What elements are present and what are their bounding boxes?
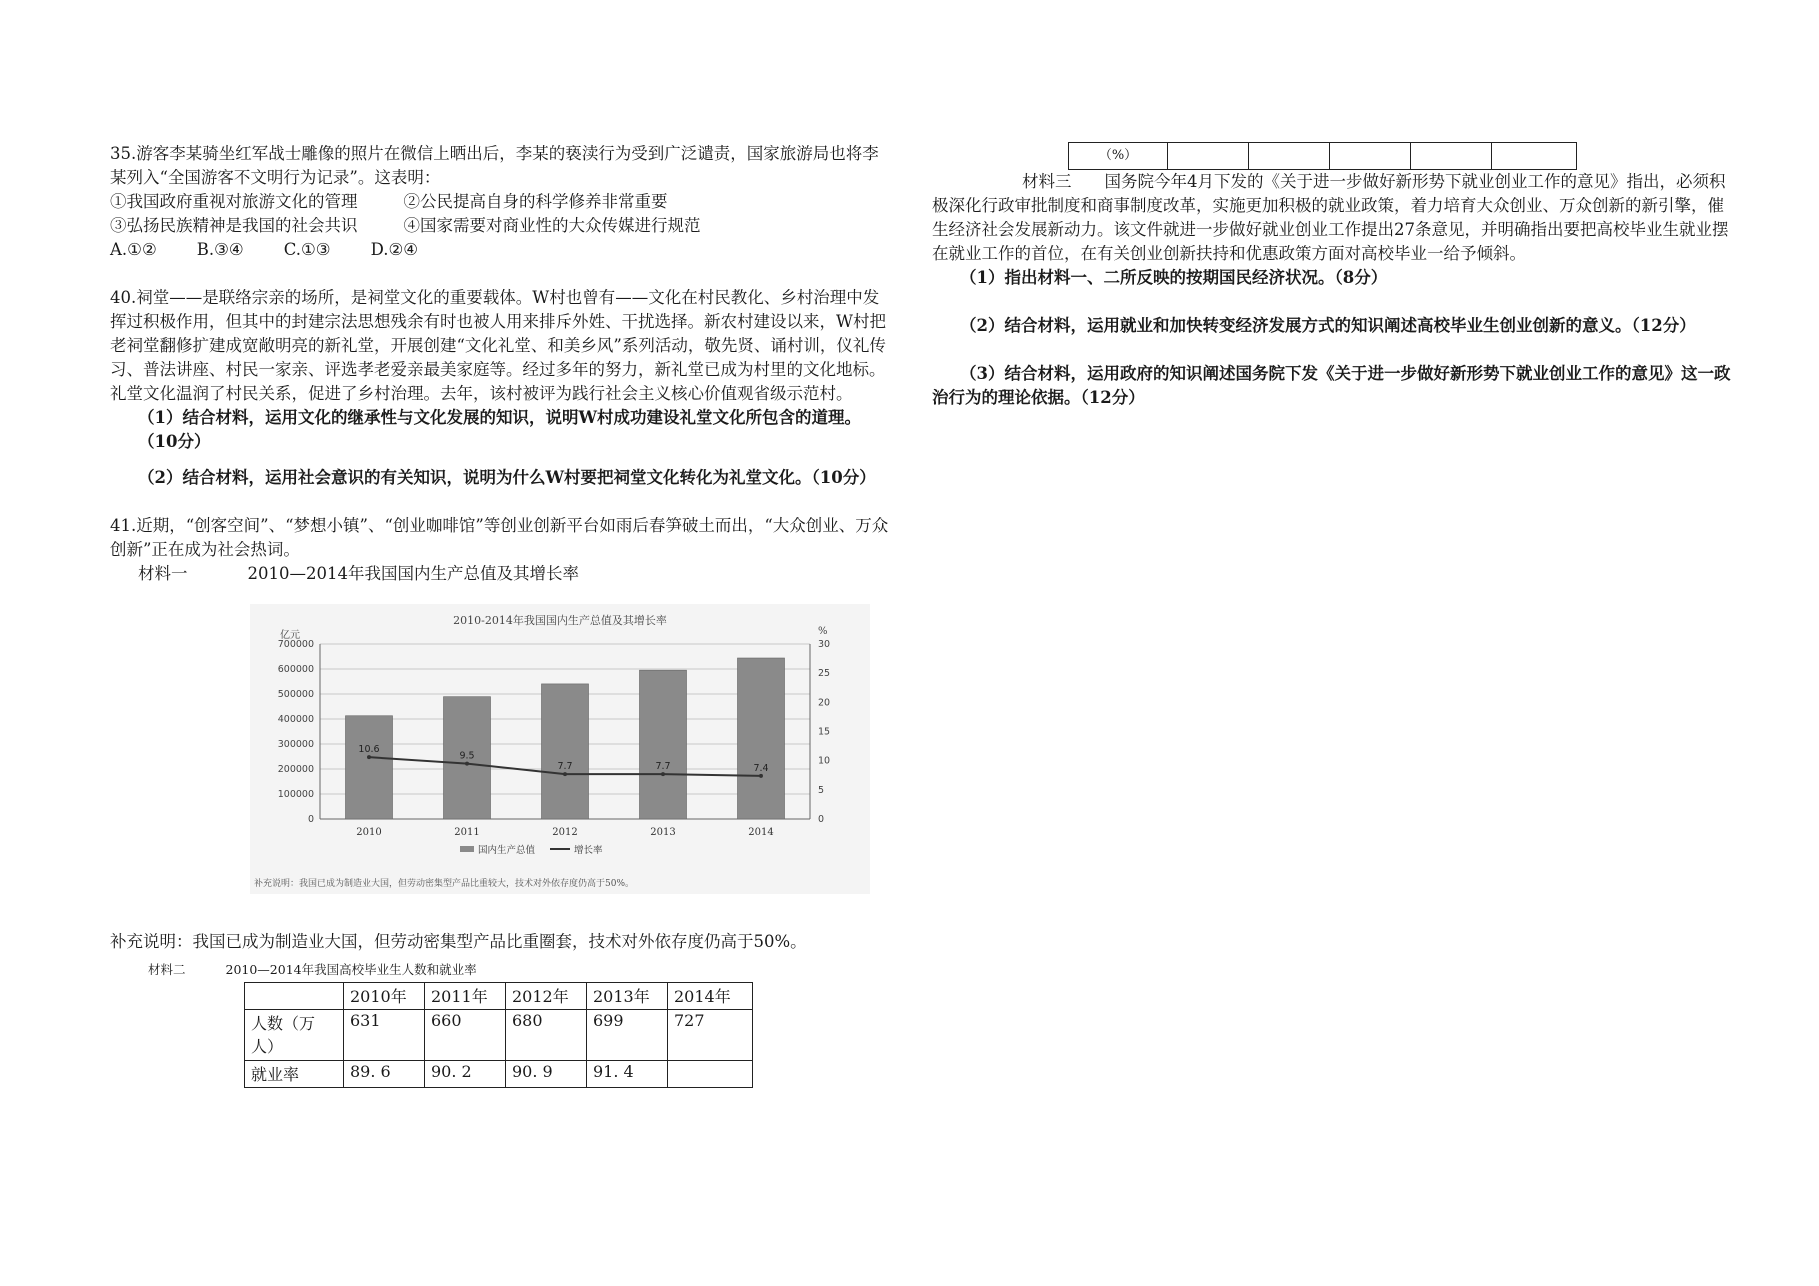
table-header-cell: 2013年 bbox=[587, 983, 668, 1010]
table-row-label: （%） bbox=[1069, 143, 1168, 170]
q35-choice-a: A.①② bbox=[110, 240, 157, 259]
table-cell bbox=[1249, 143, 1330, 170]
right-tick-label: 25 bbox=[818, 668, 831, 680]
data-label: 9.5 bbox=[459, 750, 475, 762]
table-header-cell: 2012年 bbox=[506, 983, 587, 1010]
table-cell: 699 bbox=[587, 1010, 668, 1061]
data-label: 7.4 bbox=[753, 762, 769, 774]
data-label: 7.7 bbox=[557, 761, 573, 773]
growth-rate-point bbox=[563, 772, 567, 776]
legend-gdp: 国内生产总值 bbox=[478, 845, 536, 856]
graduates-table bbox=[244, 982, 753, 1088]
gdp-bar bbox=[541, 684, 588, 819]
table-header-row bbox=[245, 983, 753, 1010]
right-tick-label: 10 bbox=[818, 755, 831, 767]
growth-rate-point bbox=[367, 755, 371, 759]
table-cell bbox=[1330, 143, 1411, 170]
gdp-bar bbox=[345, 716, 392, 819]
x-tick-label: 2014 bbox=[748, 827, 774, 838]
table-cell: 89. 6 bbox=[344, 1061, 425, 1088]
q41-material1-heading bbox=[110, 562, 892, 586]
q35-option-2: ②公民提高自身的科学修养非常重要 bbox=[403, 192, 668, 211]
q35-choice-d: D.②④ bbox=[370, 240, 419, 259]
left-tick-label: 0 bbox=[307, 814, 314, 825]
left-tick-label: 100000 bbox=[277, 789, 314, 800]
table-row bbox=[1069, 143, 1577, 170]
material1-label: 材料一 bbox=[138, 564, 188, 583]
table-cell: 660 bbox=[425, 1010, 506, 1061]
material2-label: 材料二 bbox=[148, 962, 186, 977]
gdp-bar bbox=[639, 670, 686, 819]
growth-rate-point bbox=[759, 774, 763, 778]
q35-option-1: ①我国政府重视对旅游文化的管理 bbox=[110, 192, 358, 211]
q35-choices bbox=[110, 238, 892, 262]
left-tick-label: 500000 bbox=[277, 689, 314, 700]
x-tick-label: 2010 bbox=[356, 827, 382, 838]
data-label: 7.7 bbox=[655, 761, 671, 773]
q35-stem: 35.游客李某骑坐红军战士雕像的照片在微信上晒出后，李某的亵渎行为受到广泛谴责，国家旅游局也将李某列入“全国游客不文明行为记录”。这表明： bbox=[110, 144, 879, 187]
q35-choice-c: C.①③ bbox=[283, 240, 331, 259]
right-tick-label: 20 bbox=[818, 697, 831, 709]
left-tick-label: 600000 bbox=[277, 664, 314, 675]
q35-options-row2 bbox=[110, 214, 892, 238]
growth-rate-point bbox=[465, 762, 469, 766]
chart-footnote: 补充说明：我国已成为制造业大国，但劳动密集型产品比重较大，技术对外依存度仍高于50%。 bbox=[254, 879, 635, 889]
gdp-chart-svg bbox=[250, 604, 870, 894]
table-cell bbox=[1168, 143, 1249, 170]
q35-options-row1 bbox=[110, 190, 892, 214]
q35-choice-b: B.③④ bbox=[196, 240, 244, 259]
q41-sub3: （3）结合材料，运用政府的知识阐述国务院下发《关于进一步做好新形势下就业创业工作的意见》这一政治行为的理论依据。（12分） bbox=[932, 364, 1731, 407]
right-tick-label: 5 bbox=[818, 784, 825, 796]
right-tick-label: 30 bbox=[818, 639, 831, 650]
material2-title: 2010—2014年我国高校毕业生人数和就业率 bbox=[225, 962, 477, 977]
q41-material3: 材料三 国务院今年4月下发的《关于进一步做好新形势下就业创业工作的意见》指出，必须积极深化行政审批制度和商事制度改革，实施更加积极的就业政策，着力培育大众创业、万众创新的新引擎，催生经济社会发展新动力。该文件就进一步做好就业创业工作提出27条意见，并明确指出要把高校毕业生就业摆在就业工作的首位，在有关创业创新扶持和优惠政策方面对高校毕业一给予倾斜。 bbox=[932, 172, 1729, 263]
table-cell: 91. 4 bbox=[587, 1061, 668, 1088]
gdp-chart bbox=[250, 604, 870, 894]
x-tick-label: 2011 bbox=[454, 827, 480, 838]
table-cell: 631 bbox=[344, 1010, 425, 1061]
table-cell: 90. 9 bbox=[506, 1061, 587, 1088]
right-axis-unit: % bbox=[818, 626, 828, 637]
q41-sub1: （1）指出材料一、二所反映的按期国民经济状况。（8分） bbox=[960, 268, 1388, 287]
table-row-label: 就业率 bbox=[245, 1061, 344, 1088]
q35-option-4: ④国家需要对商业性的大众传媒进行规范 bbox=[403, 216, 701, 235]
data-label: 10.6 bbox=[358, 744, 380, 756]
q41-supplement: 补充说明：我国已成为制造业大国，但劳动密集型产品比重圈套，技术对外依存度仍高于50%。 bbox=[110, 932, 807, 951]
x-tick-label: 2013 bbox=[650, 827, 676, 838]
q41-stem: 41.近期，“创客空间”、“梦想小镇”、“创业咖啡馆”等创业创新平台如雨后春笋破土而出，“大众创业、万众创新”正在成为社会热词。 bbox=[110, 516, 889, 559]
table-cell bbox=[1492, 143, 1577, 170]
left-axis-unit: 亿元 bbox=[280, 630, 300, 641]
left-tick-label: 200000 bbox=[277, 764, 314, 775]
table-cell bbox=[668, 1061, 753, 1088]
right-tick-label: 0 bbox=[818, 814, 825, 825]
growth-rate-point bbox=[661, 772, 665, 776]
table-cell: 680 bbox=[506, 1010, 587, 1061]
table-cell: 727 bbox=[668, 1010, 753, 1061]
q41-sub2: （2）结合材料，运用就业和加快转变经济发展方式的知识阐述高校毕业生创业创新的意义。（12分） bbox=[960, 316, 1696, 335]
material1-title: 2010—2014年我国国内生产总值及其增长率 bbox=[247, 564, 579, 583]
table-cell bbox=[1411, 143, 1492, 170]
x-tick-label: 2012 bbox=[552, 827, 578, 838]
table-row bbox=[245, 1061, 753, 1088]
gdp-bar bbox=[737, 658, 784, 819]
right-tick-label: 15 bbox=[818, 726, 831, 738]
chart-title: 2010-2014年我国国内生产总值及其增长率 bbox=[453, 614, 667, 627]
q41-material2-heading bbox=[110, 960, 892, 978]
table-header-cell bbox=[245, 983, 344, 1010]
left-tick-label: 300000 bbox=[277, 739, 314, 750]
graduates-table-continued bbox=[1068, 142, 1577, 170]
legend-growth: 增长率 bbox=[574, 845, 603, 856]
q40-stem: 40.祠堂——是联络宗亲的场所，是祠堂文化的重要载体。W村也曾有——文化在村民教化、乡村治理中发挥过积极作用，但其中的封建宗法思想残余有时也被人用来排斥外姓、干扰选择。新农村建设以来，W村把老祠堂翻修扩建成宽敞明亮的新礼堂，开展创建“文化礼堂、和美乡风”系列活动，敬先贤、诵村训，仪礼传习、普法讲座、村民一家亲、评选孝老爱亲最美家庭等。经过多年的努力，新礼堂已成为村里的文化地标。礼堂文化温润了村民关系，促进了乡村治理。去年，该村被评为践行社会主义核心价值观省级示范村。 bbox=[110, 288, 886, 403]
q35-option-3: ③弘扬民族精神是我国的社会共识 bbox=[110, 216, 358, 235]
legend-swatch-gdp bbox=[460, 846, 474, 852]
q40-sub2: （2）结合材料，运用社会意识的有关知识，说明为什么W村要把祠堂文化转化为礼堂文化。（10分） bbox=[138, 468, 876, 487]
table-row-label: 人数（万人） bbox=[245, 1010, 344, 1061]
right-column bbox=[932, 142, 1732, 410]
left-column bbox=[110, 142, 892, 1088]
table-header-cell: 2014年 bbox=[668, 983, 753, 1010]
table-header-cell: 2010年 bbox=[344, 983, 425, 1010]
left-tick-label: 700000 bbox=[277, 639, 314, 650]
table-header-cell: 2011年 bbox=[425, 983, 506, 1010]
q40-sub1: （1）结合材料，运用文化的继承性与文化发展的知识，说明W村成功建设礼堂文化所包含的道理。（10分） bbox=[138, 408, 862, 451]
table-cell: 90. 2 bbox=[425, 1061, 506, 1088]
table-row bbox=[245, 1010, 753, 1061]
left-tick-label: 400000 bbox=[277, 714, 314, 725]
